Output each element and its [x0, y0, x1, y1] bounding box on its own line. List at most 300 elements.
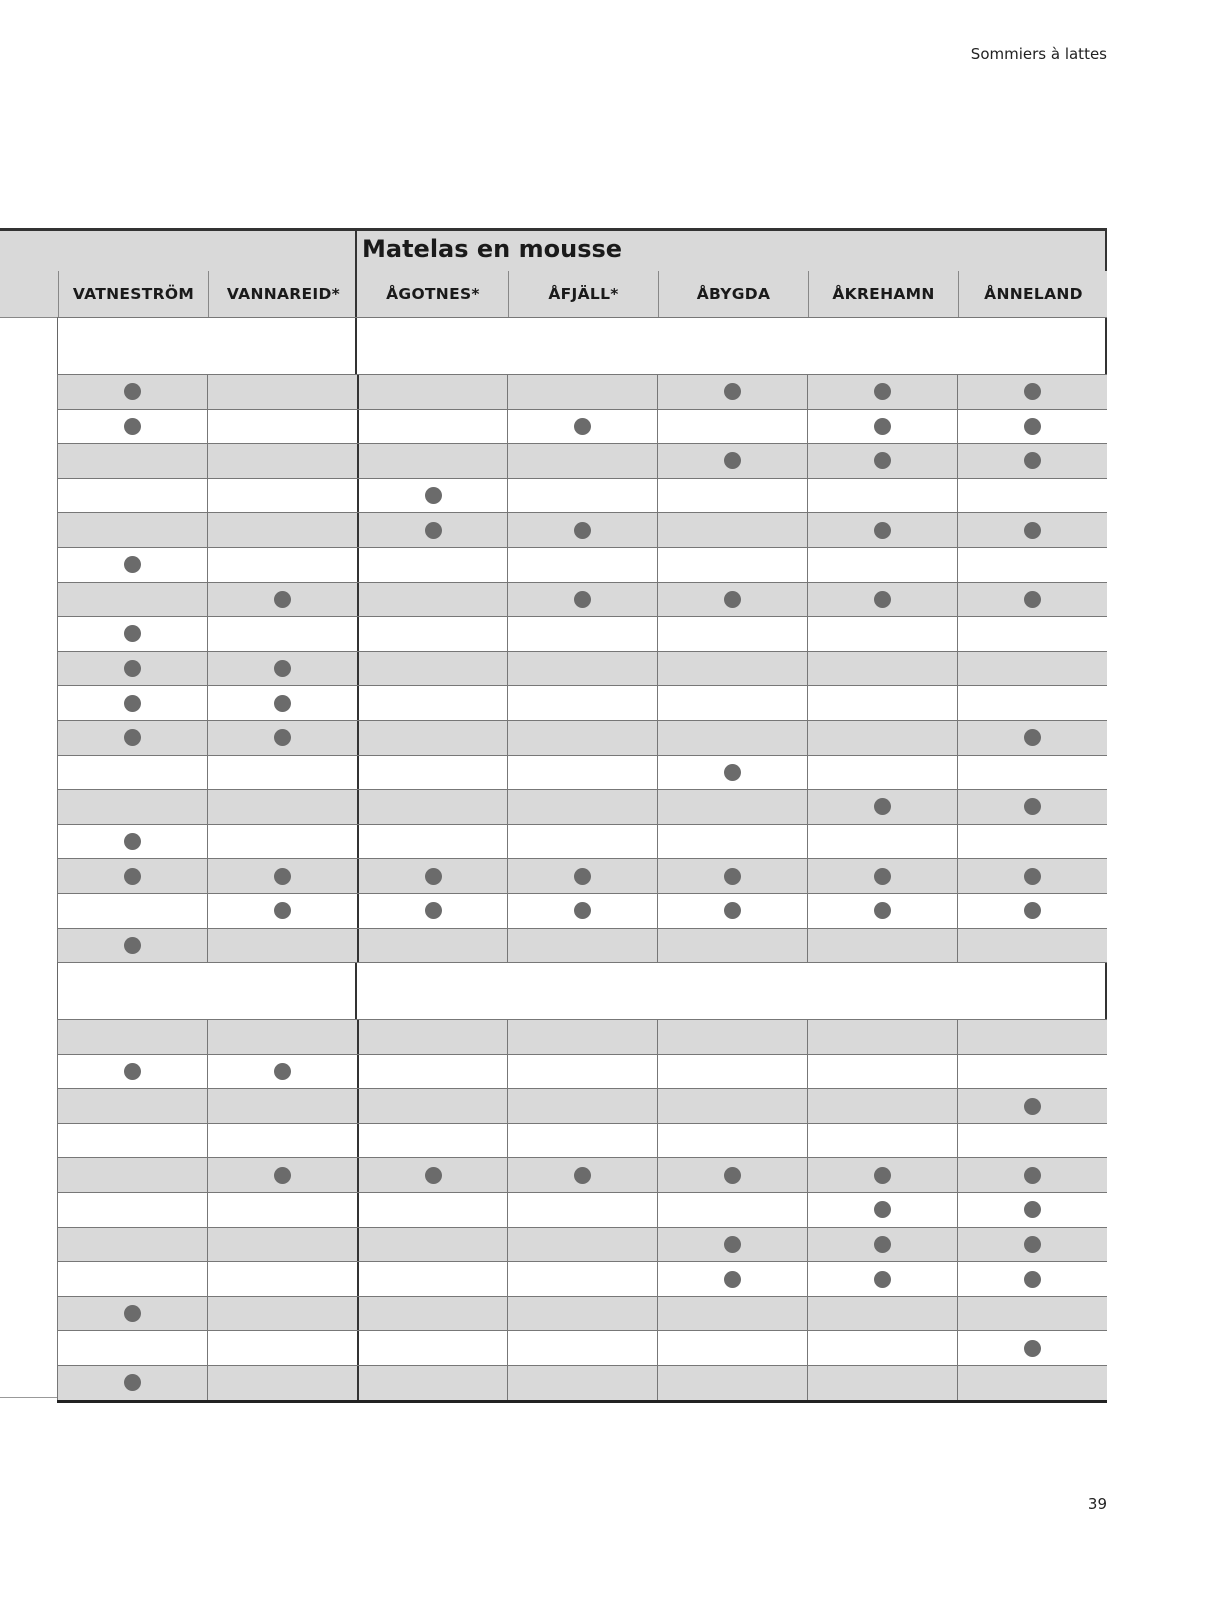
section-spacer: [57, 962, 1107, 1019]
table-cell: [507, 1089, 657, 1123]
table-cell: [507, 444, 657, 478]
compatible-dot-icon: [1024, 418, 1041, 435]
table-cell: [57, 1055, 207, 1089]
table-cell: [207, 686, 357, 720]
table-cell: [357, 1089, 507, 1123]
table-cell: [807, 756, 957, 790]
table-cell: [207, 1124, 357, 1158]
table-cell: [507, 1331, 657, 1365]
table-cell: [57, 652, 207, 686]
table-cell: [657, 444, 807, 478]
table-cell: [207, 652, 357, 686]
compatible-dot-icon: [574, 868, 591, 885]
table-cell: [207, 929, 357, 963]
compatible-dot-icon: [124, 1374, 141, 1391]
table-row: [57, 1054, 1107, 1089]
table-cell: [207, 1297, 357, 1331]
column-header: VANNAREID*: [208, 271, 358, 317]
table-cell: [357, 825, 507, 859]
table-cell: [207, 513, 357, 547]
table-cell: [207, 1020, 357, 1054]
column-header: ÅGOTNES*: [386, 285, 480, 303]
table-cell: [207, 1366, 357, 1400]
table-row: [57, 1227, 1107, 1262]
table-cell: [807, 652, 957, 686]
table-cell: [57, 375, 207, 409]
table-cell: [357, 894, 507, 928]
compatible-dot-icon: [274, 729, 291, 746]
compatible-dot-icon: [274, 902, 291, 919]
table-cell: [807, 375, 957, 409]
table-cell: [957, 1297, 1107, 1331]
table-cell: [57, 617, 207, 651]
table-header: [0, 228, 1107, 317]
table-cell: [357, 1124, 507, 1158]
right-edge-rule: [1105, 318, 1107, 374]
compatible-dot-icon: [274, 1167, 291, 1184]
compatible-dot-icon: [1024, 1098, 1041, 1115]
table-cell: [57, 1124, 207, 1158]
table-cell: [57, 1020, 207, 1054]
table-cell: [657, 1228, 807, 1262]
compatible-dot-icon: [724, 902, 741, 919]
compatible-dot-icon: [724, 1271, 741, 1288]
compatible-dot-icon: [874, 868, 891, 885]
table-cell: [657, 548, 807, 582]
table-cell: [957, 1331, 1107, 1365]
table-row: [57, 789, 1107, 824]
table-row: [57, 858, 1107, 893]
table-cell: [207, 1193, 357, 1227]
table-row: [57, 1330, 1107, 1365]
table-row: [57, 1123, 1107, 1158]
table-cell: [807, 721, 957, 755]
compatible-dot-icon: [124, 833, 141, 850]
compatible-dot-icon: [574, 522, 591, 539]
group-divider: [355, 963, 357, 1019]
compatible-dot-icon: [274, 660, 291, 677]
compatible-dot-icon: [274, 591, 291, 608]
table-cell: [657, 617, 807, 651]
table-row: [57, 1088, 1107, 1123]
compatible-dot-icon: [1024, 383, 1041, 400]
table-cell: [657, 652, 807, 686]
table-cell: [657, 756, 807, 790]
table-row: [57, 1157, 1107, 1192]
table-cell: [507, 894, 657, 928]
table-cell: [657, 1331, 807, 1365]
column-header: ÅNNELAND: [958, 271, 1108, 317]
table-cell: [807, 513, 957, 547]
right-edge-rule: [1105, 963, 1107, 1019]
table-cell: [357, 652, 507, 686]
table-cell: [957, 929, 1107, 963]
table-cell: [57, 410, 207, 444]
table-cell: [657, 859, 807, 893]
table-cell: [57, 1089, 207, 1123]
column-header: ÅKREHAMN: [808, 271, 958, 317]
compatible-dot-icon: [1024, 868, 1041, 885]
page-number: 39: [1087, 1495, 1107, 1513]
table-cell: [957, 721, 1107, 755]
table-cell: [957, 479, 1107, 513]
table-cell: [657, 1297, 807, 1331]
compatible-dot-icon: [874, 1271, 891, 1288]
table-cell: [207, 859, 357, 893]
compatible-dot-icon: [724, 1236, 741, 1253]
table-cell: [807, 479, 957, 513]
table-cell: [357, 790, 507, 824]
table-cell: [807, 1366, 957, 1400]
table-cell: [657, 1366, 807, 1400]
compatibility-table: [0, 228, 1107, 1403]
table-cell: [357, 617, 507, 651]
table-cell: [357, 375, 507, 409]
table-cell: [57, 1193, 207, 1227]
compatible-dot-icon: [1024, 902, 1041, 919]
table-cell: [357, 721, 507, 755]
table-cell: [57, 548, 207, 582]
table-cell: [657, 1262, 807, 1296]
table-cell: [807, 1124, 957, 1158]
compatible-dot-icon: [724, 868, 741, 885]
table-cell: [357, 929, 507, 963]
table-cell: [657, 825, 807, 859]
table-cell: [507, 1193, 657, 1227]
table-cell: [207, 1262, 357, 1296]
table-cell: [357, 410, 507, 444]
compatible-dot-icon: [1024, 1167, 1041, 1184]
table-cell: [807, 1158, 957, 1192]
compatible-dot-icon: [124, 660, 141, 677]
table-cell: [357, 513, 507, 547]
compatible-dot-icon: [874, 1236, 891, 1253]
table-cell: [957, 1020, 1107, 1054]
table-cell: [207, 721, 357, 755]
compatible-dot-icon: [724, 764, 741, 781]
compatible-dot-icon: [124, 729, 141, 746]
table-cell: [957, 756, 1107, 790]
compatible-dot-icon: [1024, 798, 1041, 815]
compatible-dot-icon: [124, 1063, 141, 1080]
compatible-dot-icon: [124, 695, 141, 712]
table-cell: [57, 825, 207, 859]
table-cell: [357, 756, 507, 790]
table-cell: [957, 1262, 1107, 1296]
column-header: ÅBYGDA: [658, 271, 808, 317]
table-cell: [207, 375, 357, 409]
table-cell: [507, 721, 657, 755]
table-cell: [507, 1262, 657, 1296]
table-cell: [957, 1366, 1107, 1400]
compatible-dot-icon: [724, 452, 741, 469]
table-cell: [357, 1297, 507, 1331]
table-row: [57, 512, 1107, 547]
table-cell: [507, 859, 657, 893]
table-cell: [507, 1366, 657, 1400]
compatible-dot-icon: [124, 625, 141, 642]
group-title: Matelas en mousse: [362, 235, 623, 263]
table-row: [57, 1296, 1107, 1331]
table-cell: [507, 756, 657, 790]
table-cell: [957, 1228, 1107, 1262]
compatible-dot-icon: [124, 383, 141, 400]
table-cell: [957, 686, 1107, 720]
table-cell: [957, 583, 1107, 617]
compatible-dot-icon: [874, 418, 891, 435]
compatible-dot-icon: [874, 1167, 891, 1184]
table-cell: [957, 1193, 1107, 1227]
compatible-dot-icon: [1024, 1201, 1041, 1218]
table-cell: [657, 479, 807, 513]
table-cell: [807, 1331, 957, 1365]
compatible-dot-icon: [124, 868, 141, 885]
table-cell: [57, 721, 207, 755]
table-cell: [807, 1297, 957, 1331]
table-cell: [357, 548, 507, 582]
table-cell: [507, 479, 657, 513]
compatible-dot-icon: [425, 522, 442, 539]
compatible-dot-icon: [1024, 729, 1041, 746]
table-row: [57, 893, 1107, 928]
compatible-dot-icon: [124, 418, 141, 435]
table-cell: [357, 1262, 507, 1296]
table-row: [57, 616, 1107, 651]
compatible-dot-icon: [274, 695, 291, 712]
table-cell: [957, 375, 1107, 409]
table-cell: [357, 1020, 507, 1054]
table-cell: [807, 548, 957, 582]
table-cell: [957, 617, 1107, 651]
compatible-dot-icon: [425, 902, 442, 919]
table-cell: [957, 1124, 1107, 1158]
compatible-dot-icon: [574, 1167, 591, 1184]
compatible-dot-icon: [724, 383, 741, 400]
table-cell: [507, 583, 657, 617]
table-cell: [207, 548, 357, 582]
table-cell: [807, 1262, 957, 1296]
compatible-dot-icon: [1024, 522, 1041, 539]
table-cell: [957, 790, 1107, 824]
table-cell: [657, 583, 807, 617]
table-cell: [507, 375, 657, 409]
table-row: [57, 685, 1107, 720]
table-cell: [357, 686, 507, 720]
table-row: [57, 409, 1107, 444]
group-divider: [355, 318, 357, 374]
compatible-dot-icon: [124, 556, 141, 573]
compatible-dot-icon: [1024, 1236, 1041, 1253]
table-cell: [57, 1228, 207, 1262]
table-cell: [807, 859, 957, 893]
table-row: [57, 928, 1107, 963]
table-cell: [57, 1158, 207, 1192]
table-cell: [357, 1228, 507, 1262]
compatible-dot-icon: [124, 937, 141, 954]
compatible-dot-icon: [274, 868, 291, 885]
column-headers: [58, 271, 1107, 317]
table-cell: [207, 790, 357, 824]
table-cell: [807, 1193, 957, 1227]
table-bottom-rule: [57, 1400, 1107, 1403]
compatible-dot-icon: [425, 487, 442, 504]
compatible-dot-icon: [574, 902, 591, 919]
table-cell: [657, 1089, 807, 1123]
table-cell: [57, 859, 207, 893]
table-cell: [807, 825, 957, 859]
table-cell: [657, 894, 807, 928]
table-cell: [657, 1158, 807, 1192]
table-cell: [207, 583, 357, 617]
table-cell: [207, 756, 357, 790]
table-cell: [957, 513, 1107, 547]
compatible-dot-icon: [724, 591, 741, 608]
table-cell: [807, 686, 957, 720]
table-cell: [807, 410, 957, 444]
compatible-dot-icon: [1024, 1271, 1041, 1288]
table-cell: [957, 652, 1107, 686]
table-cell: [507, 1297, 657, 1331]
table-cell: [207, 1158, 357, 1192]
compatible-dot-icon: [724, 1167, 741, 1184]
table-cell: [507, 1020, 657, 1054]
table-cell: [657, 1020, 807, 1054]
table-cell: [957, 1055, 1107, 1089]
table-cell: [207, 1331, 357, 1365]
table-row: [57, 582, 1107, 617]
section-spacer: [57, 317, 1107, 374]
table-cell: [207, 617, 357, 651]
table-cell: [207, 1228, 357, 1262]
table-body: [0, 317, 1107, 1400]
table-cell: [507, 652, 657, 686]
table-cell: [507, 617, 657, 651]
compatible-dot-icon: [425, 1167, 442, 1184]
table-cell: [57, 1262, 207, 1296]
table-cell: [507, 410, 657, 444]
compatible-dot-icon: [874, 452, 891, 469]
compatible-dot-icon: [1024, 1340, 1041, 1357]
table-cell: [57, 444, 207, 478]
column-header: VATNESTRÖM: [58, 271, 208, 317]
table-cell: [57, 1366, 207, 1400]
table-cell: [357, 583, 507, 617]
table-row: [57, 374, 1107, 409]
table-cell: [57, 583, 207, 617]
table-cell: [807, 583, 957, 617]
table-cell: [657, 721, 807, 755]
table-cell: [357, 479, 507, 513]
table-cell: [657, 790, 807, 824]
right-edge-rule: [1105, 231, 1107, 271]
table-cell: [657, 1055, 807, 1089]
table-cell: [957, 410, 1107, 444]
table-cell: [957, 1089, 1107, 1123]
compatible-dot-icon: [124, 1305, 141, 1322]
table-cell: [207, 479, 357, 513]
table-row: [57, 824, 1107, 859]
compatible-dot-icon: [274, 1063, 291, 1080]
table-cell: [657, 513, 807, 547]
column-header: ÅFJÄLL*: [508, 271, 658, 317]
table-cell: [207, 1055, 357, 1089]
table-cell: [207, 894, 357, 928]
table-cell: [57, 1297, 207, 1331]
table-row: [57, 1365, 1107, 1400]
table-row: [57, 1192, 1107, 1227]
table-cell: [507, 1124, 657, 1158]
table-cell: [507, 1055, 657, 1089]
left-rule: [0, 1397, 57, 1398]
table-cell: [207, 1089, 357, 1123]
table-cell: [207, 410, 357, 444]
table-row: [57, 1261, 1107, 1296]
table-row: [57, 1019, 1107, 1054]
table-cell: [807, 894, 957, 928]
table-cell: [657, 375, 807, 409]
table-cell: [357, 1366, 507, 1400]
compatible-dot-icon: [874, 383, 891, 400]
table-cell: [957, 825, 1107, 859]
compatible-dot-icon: [574, 418, 591, 435]
running-head: Sommiers à lattes: [970, 45, 1107, 63]
table-cell: [507, 1228, 657, 1262]
table-cell: [507, 825, 657, 859]
table-cell: [807, 1020, 957, 1054]
table-cell: [807, 617, 957, 651]
table-cell: [957, 1158, 1107, 1192]
table-row: [57, 547, 1107, 582]
compatible-dot-icon: [1024, 591, 1041, 608]
table-cell: [357, 1193, 507, 1227]
table-cell: [507, 929, 657, 963]
compatible-dot-icon: [874, 1201, 891, 1218]
compatible-dot-icon: [874, 798, 891, 815]
table-row: [57, 720, 1107, 755]
table-cell: [507, 1158, 657, 1192]
compatible-dot-icon: [1024, 452, 1041, 469]
compatible-dot-icon: [425, 868, 442, 885]
compatible-dot-icon: [874, 522, 891, 539]
compatible-dot-icon: [574, 591, 591, 608]
table-cell: [357, 1055, 507, 1089]
table-row: [57, 443, 1107, 478]
table-cell: [507, 686, 657, 720]
table-cell: [657, 1124, 807, 1158]
table-cell: [807, 444, 957, 478]
table-cell: [57, 790, 207, 824]
table-cell: [357, 859, 507, 893]
table-cell: [57, 1331, 207, 1365]
table-cell: [807, 929, 957, 963]
table-cell: [57, 929, 207, 963]
table-cell: [207, 444, 357, 478]
table-cell: [207, 825, 357, 859]
table-cell: [357, 1158, 507, 1192]
compatible-dot-icon: [874, 591, 891, 608]
table-row: [57, 651, 1107, 686]
table-cell: [357, 1331, 507, 1365]
table-cell: [507, 548, 657, 582]
table-cell: [657, 410, 807, 444]
table-cell: [57, 894, 207, 928]
table-cell: [657, 686, 807, 720]
table-cell: [507, 790, 657, 824]
table-cell: [807, 1228, 957, 1262]
compatible-dot-icon: [874, 902, 891, 919]
table-cell: [657, 929, 807, 963]
table-cell: [807, 1055, 957, 1089]
